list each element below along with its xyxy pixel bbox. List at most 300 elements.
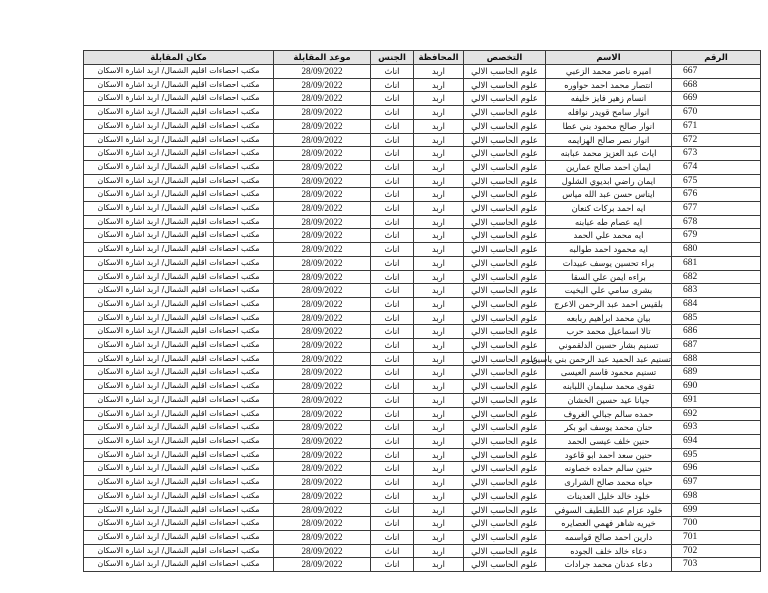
cell-name: جيانا عيد حسين الخشان: [546, 393, 672, 407]
cell-name: خلود عزام عبد اللطيف السوفي: [546, 503, 672, 517]
cell-interview-date: 28/09/2022: [274, 92, 371, 106]
cell-interview-date: 28/09/2022: [274, 558, 371, 572]
cell-interview-date: 28/09/2022: [274, 284, 371, 298]
cell-interview-location: مكتب احصاءات اقليم الشمال/ اربد اشارة الاسكان: [84, 202, 274, 216]
cell-interview-date: 28/09/2022: [274, 339, 371, 353]
cell-gender: اناث: [371, 160, 414, 174]
cell-specialization: علوم الحاسب الالي: [464, 174, 546, 188]
cell-interview-date: 28/09/2022: [274, 517, 371, 531]
cell-governorate: اربد: [414, 339, 464, 353]
cell-number: 686: [672, 325, 761, 339]
cell-interview-date: 28/09/2022: [274, 133, 371, 147]
cell-interview-date: 28/09/2022: [274, 544, 371, 558]
table-row: [84, 160, 761, 174]
cell-interview-location: مكتب احصاءات اقليم الشمال/ اربد اشارة الاسكان: [84, 352, 274, 366]
cell-name: ايه محمود احمد طوالبه: [546, 243, 672, 257]
cell-interview-date: 28/09/2022: [274, 147, 371, 161]
cell-interview-location: مكتب احصاءات اقليم الشمال/ اربد اشارة الاسكان: [84, 147, 274, 161]
cell-name: حياه محمد صالح الشرارى: [546, 476, 672, 490]
cell-interview-location: مكتب احصاءات اقليم الشمال/ اربد اشارة الاسكان: [84, 366, 274, 380]
cell-interview-location: مكتب احصاءات اقليم الشمال/ اربد اشارة الاسكان: [84, 476, 274, 490]
cell-interview-date: 28/09/2022: [274, 78, 371, 92]
cell-number: 690: [672, 380, 761, 394]
cell-number: 675: [672, 174, 761, 188]
cell-number: 699: [672, 503, 761, 517]
table-row: [84, 174, 761, 188]
cell-specialization: علوم الحاسب الالي: [464, 106, 546, 120]
cell-governorate: اربد: [414, 243, 464, 257]
cell-governorate: اربد: [414, 284, 464, 298]
cell-gender: اناث: [371, 380, 414, 394]
table-row: [84, 325, 761, 339]
cell-interview-date: 28/09/2022: [274, 256, 371, 270]
cell-gender: اناث: [371, 78, 414, 92]
cell-gender: اناث: [371, 270, 414, 284]
cell-governorate: اربد: [414, 407, 464, 421]
cell-specialization: علوم الحاسب الالي: [464, 256, 546, 270]
table-row: [84, 297, 761, 311]
cell-gender: اناث: [371, 434, 414, 448]
header-cell-specialization: التخصص: [464, 51, 546, 65]
cell-gender: اناث: [371, 119, 414, 133]
cell-number: 673: [672, 147, 761, 161]
cell-specialization: علوم الحاسب الالي: [464, 160, 546, 174]
cell-name: خلود خالد خليل العدينات: [546, 489, 672, 503]
cell-governorate: اربد: [414, 489, 464, 503]
cell-specialization: علوم الحاسب الالي: [464, 270, 546, 284]
cell-specialization: علوم الحاسب الالي: [464, 448, 546, 462]
cell-specialization: علوم الحاسب الالي: [464, 544, 546, 558]
cell-name: حمده سالم جبالي الغروف: [546, 407, 672, 421]
table-row: [84, 517, 761, 531]
cell-specialization: علوم الحاسب الالي: [464, 284, 546, 298]
table-row: [84, 462, 761, 476]
table-row: [84, 421, 761, 435]
cell-interview-date: 28/09/2022: [274, 421, 371, 435]
cell-number: 698: [672, 489, 761, 503]
cell-gender: اناث: [371, 92, 414, 106]
cell-governorate: اربد: [414, 311, 464, 325]
cell-specialization: علوم الحاسب الالي: [464, 352, 546, 366]
cell-number: 685: [672, 311, 761, 325]
cell-interview-location: مكتب احصاءات اقليم الشمال/ اربد اشارة الاسكان: [84, 270, 274, 284]
cell-name: ايه عصام طه عبابنه: [546, 215, 672, 229]
cell-interview-date: 28/09/2022: [274, 202, 371, 216]
cell-number: 676: [672, 188, 761, 202]
cell-number: 668: [672, 78, 761, 92]
cell-specialization: علوم الحاسب الالي: [464, 434, 546, 448]
cell-specialization: علوم الحاسب الالي: [464, 421, 546, 435]
cell-name: حنان محمد يوسف ابو بكر: [546, 421, 672, 435]
cell-specialization: علوم الحاسب الالي: [464, 476, 546, 490]
cell-governorate: اربد: [414, 92, 464, 106]
cell-number: 674: [672, 160, 761, 174]
cell-interview-location: مكتب احصاءات اقليم الشمال/ اربد اشارة الاسكان: [84, 256, 274, 270]
cell-number: 670: [672, 106, 761, 120]
cell-number: 700: [672, 517, 761, 531]
cell-specialization: علوم الحاسب الالي: [464, 530, 546, 544]
table-row: [84, 215, 761, 229]
table-row: [84, 434, 761, 448]
cell-governorate: اربد: [414, 270, 464, 284]
cell-specialization: علوم الحاسب الالي: [464, 202, 546, 216]
cell-interview-date: 28/09/2022: [274, 243, 371, 257]
header-cell-name: الاسم: [546, 51, 672, 65]
cell-interview-location: مكتب احصاءات اقليم الشمال/ اربد اشارة الاسكان: [84, 421, 274, 435]
table-row: [84, 366, 761, 380]
cell-interview-location: مكتب احصاءات اقليم الشمال/ اربد اشارة الاسكان: [84, 339, 274, 353]
cell-governorate: اربد: [414, 366, 464, 380]
cell-name: تسنيم محمود قاسم العيسى: [546, 366, 672, 380]
cell-interview-location: مكتب احصاءات اقليم الشمال/ اربد اشارة الاسكان: [84, 462, 274, 476]
cell-interview-location: مكتب احصاءات اقليم الشمال/ اربد اشارة الاسكان: [84, 78, 274, 92]
table-row: [84, 92, 761, 106]
cell-name: دعاء خالد خلف الجوده: [546, 544, 672, 558]
table-row: [84, 503, 761, 517]
cell-gender: اناث: [371, 448, 414, 462]
cell-interview-location: مكتب احصاءات اقليم الشمال/ اربد اشارة الاسكان: [84, 393, 274, 407]
cell-gender: اناث: [371, 339, 414, 353]
cell-interview-location: مكتب احصاءات اقليم الشمال/ اربد اشارة الاسكان: [84, 119, 274, 133]
cell-interview-location: مكتب احصاءات اقليم الشمال/ اربد اشارة الاسكان: [84, 544, 274, 558]
table-row: [84, 380, 761, 394]
cell-governorate: اربد: [414, 517, 464, 531]
cell-interview-location: مكتب احصاءات اقليم الشمال/ اربد اشارة الاسكان: [84, 229, 274, 243]
cell-gender: اناث: [371, 489, 414, 503]
cell-interview-date: 28/09/2022: [274, 311, 371, 325]
table-row: [84, 284, 761, 298]
cell-specialization: علوم الحاسب الالي: [464, 229, 546, 243]
table-row: [84, 147, 761, 161]
header-cell-interview-date: موعد المقابلة: [274, 51, 371, 65]
table-row: [84, 243, 761, 257]
results-table: [83, 50, 761, 572]
cell-specialization: علوم الحاسب الالي: [464, 311, 546, 325]
cell-governorate: اربد: [414, 147, 464, 161]
cell-interview-date: 28/09/2022: [274, 174, 371, 188]
cell-interview-date: 28/09/2022: [274, 530, 371, 544]
cell-number: 696: [672, 462, 761, 476]
cell-gender: اناث: [371, 229, 414, 243]
cell-number: 701: [672, 530, 761, 544]
cell-interview-date: 28/09/2022: [274, 229, 371, 243]
cell-number: 697: [672, 476, 761, 490]
cell-specialization: علوم الحاسب الالي: [464, 78, 546, 92]
cell-governorate: اربد: [414, 160, 464, 174]
cell-name: ايات عبد العزيز محمد عبابنه: [546, 147, 672, 161]
cell-governorate: اربد: [414, 188, 464, 202]
cell-gender: اناث: [371, 462, 414, 476]
cell-specialization: علوم الحاسب الالي: [464, 243, 546, 257]
table-row: [84, 270, 761, 284]
cell-gender: اناث: [371, 311, 414, 325]
cell-interview-location: مكتب احصاءات اقليم الشمال/ اربد اشارة الاسكان: [84, 92, 274, 106]
cell-interview-location: مكتب احصاءات اقليم الشمال/ اربد اشارة الاسكان: [84, 558, 274, 572]
cell-name: انوار سامح قويدر نوافله: [546, 106, 672, 120]
table-row: [84, 229, 761, 243]
cell-interview-date: 28/09/2022: [274, 393, 371, 407]
cell-specialization: علوم الحاسب الالي: [464, 517, 546, 531]
table-row: [84, 352, 761, 366]
cell-governorate: اربد: [414, 78, 464, 92]
cell-name: دارين احمد صالح قواسمه: [546, 530, 672, 544]
table-row: [84, 188, 761, 202]
cell-governorate: اربد: [414, 65, 464, 79]
cell-interview-date: 28/09/2022: [274, 352, 371, 366]
cell-number: 678: [672, 215, 761, 229]
table-row: [84, 78, 761, 92]
cell-specialization: علوم الحاسب الالي: [464, 297, 546, 311]
cell-number: 677: [672, 202, 761, 216]
cell-number: 667: [672, 65, 761, 79]
cell-number: 702: [672, 544, 761, 558]
cell-governorate: اربد: [414, 174, 464, 188]
header-cell-number: الرقم: [672, 51, 761, 65]
cell-interview-location: مكتب احصاءات اقليم الشمال/ اربد اشارة الاسكان: [84, 65, 274, 79]
cell-interview-date: 28/09/2022: [274, 448, 371, 462]
header-cell-interview-location: مكان المقابلة: [84, 51, 274, 65]
cell-gender: اناث: [371, 366, 414, 380]
cell-name: حنين سعد احمد ابو قاعود: [546, 448, 672, 462]
cell-name: انوار نصر صالح الهزايمه: [546, 133, 672, 147]
cell-specialization: علوم الحاسب الالي: [464, 188, 546, 202]
cell-gender: اناث: [371, 106, 414, 120]
cell-interview-location: مكتب احصاءات اقليم الشمال/ اربد اشارة الاسكان: [84, 311, 274, 325]
cell-gender: اناث: [371, 202, 414, 216]
cell-governorate: اربد: [414, 229, 464, 243]
cell-number: 672: [672, 133, 761, 147]
cell-interview-date: 28/09/2022: [274, 503, 371, 517]
cell-governorate: اربد: [414, 503, 464, 517]
table-row: [84, 311, 761, 325]
cell-specialization: علوم الحاسب الالي: [464, 380, 546, 394]
table-row: [84, 407, 761, 421]
table-body: [84, 65, 761, 572]
cell-interview-date: 28/09/2022: [274, 407, 371, 421]
cell-interview-location: مكتب احصاءات اقليم الشمال/ اربد اشارة الاسكان: [84, 380, 274, 394]
cell-interview-date: 28/09/2022: [274, 462, 371, 476]
cell-gender: اناث: [371, 558, 414, 572]
cell-specialization: علوم الحاسب الالي: [464, 366, 546, 380]
cell-interview-location: مكتب احصاءات اقليم الشمال/ اربد اشارة الاسكان: [84, 174, 274, 188]
cell-interview-location: مكتب احصاءات اقليم الشمال/ اربد اشارة الاسكان: [84, 325, 274, 339]
cell-number: 669: [672, 92, 761, 106]
table-row: [84, 530, 761, 544]
cell-specialization: علوم الحاسب الالي: [464, 215, 546, 229]
cell-gender: اناث: [371, 517, 414, 531]
cell-specialization: علوم الحاسب الالي: [464, 119, 546, 133]
cell-specialization: علوم الحاسب الالي: [464, 393, 546, 407]
cell-name: حنين خلف عيسى الحمد: [546, 434, 672, 448]
cell-specialization: علوم الحاسب الالي: [464, 65, 546, 79]
cell-name: ايمان احمد صالح عمارين: [546, 160, 672, 174]
cell-gender: اناث: [371, 297, 414, 311]
cell-governorate: اربد: [414, 202, 464, 216]
header-cell-governorate: المحافظة: [414, 51, 464, 65]
cell-name: انوار صالح محمود بني عطا: [546, 119, 672, 133]
cell-specialization: علوم الحاسب الالي: [464, 558, 546, 572]
cell-name: انسام زهير فايز خليفه: [546, 92, 672, 106]
cell-gender: اناث: [371, 352, 414, 366]
cell-governorate: اربد: [414, 558, 464, 572]
table-row: [84, 256, 761, 270]
cell-number: 703: [672, 558, 761, 572]
cell-governorate: اربد: [414, 393, 464, 407]
cell-number: 679: [672, 229, 761, 243]
table-row: [84, 448, 761, 462]
cell-number: 691: [672, 393, 761, 407]
cell-governorate: اربد: [414, 448, 464, 462]
cell-interview-date: 28/09/2022: [274, 297, 371, 311]
cell-name: تسنيم بشار حسين الدلقموني: [546, 339, 672, 353]
cell-name: دعاء عدنان محمد جرادات: [546, 558, 672, 572]
cell-number: 681: [672, 256, 761, 270]
cell-governorate: اربد: [414, 530, 464, 544]
cell-interview-date: 28/09/2022: [274, 434, 371, 448]
cell-interview-date: 28/09/2022: [274, 160, 371, 174]
cell-gender: اناث: [371, 133, 414, 147]
cell-gender: اناث: [371, 544, 414, 558]
table-row: [84, 339, 761, 353]
cell-number: 688: [672, 352, 761, 366]
cell-gender: اناث: [371, 65, 414, 79]
cell-gender: اناث: [371, 174, 414, 188]
cell-gender: اناث: [371, 188, 414, 202]
cell-name: ايه احمد بركات كنعان: [546, 202, 672, 216]
cell-interview-date: 28/09/2022: [274, 270, 371, 284]
cell-name: انتصار محمد احمد حواوره: [546, 78, 672, 92]
cell-interview-date: 28/09/2022: [274, 325, 371, 339]
cell-interview-date: 28/09/2022: [274, 215, 371, 229]
cell-name: بيان محمد ابراهيم ربابعه: [546, 311, 672, 325]
table-row: [84, 544, 761, 558]
cell-interview-location: مكتب احصاءات اقليم الشمال/ اربد اشارة الاسكان: [84, 188, 274, 202]
cell-governorate: اربد: [414, 380, 464, 394]
cell-gender: اناث: [371, 421, 414, 435]
cell-interview-date: 28/09/2022: [274, 65, 371, 79]
cell-specialization: علوم الحاسب الالي: [464, 133, 546, 147]
cell-interview-date: 28/09/2022: [274, 380, 371, 394]
interview-schedule-sheet: [83, 50, 760, 572]
cell-specialization: علوم الحاسب الالي: [464, 92, 546, 106]
cell-interview-location: مكتب احصاءات اقليم الشمال/ اربد اشارة الاسكان: [84, 215, 274, 229]
cell-interview-date: 28/09/2022: [274, 489, 371, 503]
cell-name: بشرى سامي علي البخيت: [546, 284, 672, 298]
cell-interview-location: مكتب احصاءات اقليم الشمال/ اربد اشارة الاسكان: [84, 489, 274, 503]
cell-interview-date: 28/09/2022: [274, 106, 371, 120]
cell-gender: اناث: [371, 407, 414, 421]
cell-governorate: اربد: [414, 133, 464, 147]
cell-interview-location: مكتب احصاءات اقليم الشمال/ اربد اشارة الاسكان: [84, 530, 274, 544]
table-row: [84, 65, 761, 79]
cell-number: 684: [672, 297, 761, 311]
cell-interview-location: مكتب احصاءات اقليم الشمال/ اربد اشارة الاسكان: [84, 434, 274, 448]
cell-gender: اناث: [371, 530, 414, 544]
cell-gender: اناث: [371, 503, 414, 517]
table-row: [84, 476, 761, 490]
table-row: [84, 133, 761, 147]
cell-gender: اناث: [371, 256, 414, 270]
table-row: [84, 393, 761, 407]
table-row: [84, 558, 761, 572]
cell-interview-location: مكتب احصاءات اقليم الشمال/ اربد اشارة الاسكان: [84, 503, 274, 517]
cell-governorate: اربد: [414, 421, 464, 435]
cell-interview-location: مكتب احصاءات اقليم الشمال/ اربد اشارة الاسكان: [84, 160, 274, 174]
table-row: [84, 106, 761, 120]
cell-number: 682: [672, 270, 761, 284]
cell-interview-date: 28/09/2022: [274, 119, 371, 133]
cell-interview-location: مكتب احصاءات اقليم الشمال/ اربد اشارة الاسكان: [84, 407, 274, 421]
cell-number: 692: [672, 407, 761, 421]
cell-gender: اناث: [371, 476, 414, 490]
cell-name: حنين سالم حماده خصاونه: [546, 462, 672, 476]
cell-governorate: اربد: [414, 352, 464, 366]
cell-name: بلقيس احمد عبد الرحمن الاعرج: [546, 297, 672, 311]
table-row: [84, 119, 761, 133]
cell-gender: اناث: [371, 215, 414, 229]
cell-number: 671: [672, 119, 761, 133]
cell-governorate: اربد: [414, 325, 464, 339]
cell-name: تقوى محمد سليمان اللبابنه: [546, 380, 672, 394]
cell-gender: اناث: [371, 243, 414, 257]
cell-specialization: علوم الحاسب الالي: [464, 407, 546, 421]
cell-governorate: اربد: [414, 544, 464, 558]
cell-number: 687: [672, 339, 761, 353]
cell-interview-location: مكتب احصاءات اقليم الشمال/ اربد اشارة الاسكان: [84, 297, 274, 311]
cell-interview-location: مكتب احصاءات اقليم الشمال/ اربد اشارة الاسكان: [84, 448, 274, 462]
cell-name: براءه ايمن علي السقا: [546, 270, 672, 284]
cell-governorate: اربد: [414, 476, 464, 490]
cell-name: ايناس حسن عبد الله مياس: [546, 188, 672, 202]
table-row: [84, 489, 761, 503]
cell-gender: اناث: [371, 393, 414, 407]
cell-specialization: علوم الحاسب الالي: [464, 503, 546, 517]
cell-specialization: علوم الحاسب الالي: [464, 147, 546, 161]
cell-interview-location: مكتب احصاءات اقليم الشمال/ اربد اشارة الاسكان: [84, 243, 274, 257]
cell-name: اميره ناصر محمد الزعبي: [546, 65, 672, 79]
cell-governorate: اربد: [414, 462, 464, 476]
cell-gender: اناث: [371, 325, 414, 339]
cell-interview-location: مكتب احصاءات اقليم الشمال/ اربد اشارة الاسكان: [84, 133, 274, 147]
cell-interview-location: مكتب احصاءات اقليم الشمال/ اربد اشارة الاسكان: [84, 517, 274, 531]
cell-name: ايمان راضي ابديوي الشلول: [546, 174, 672, 188]
cell-governorate: اربد: [414, 106, 464, 120]
header-cell-gender: الجنس: [371, 51, 414, 65]
cell-interview-date: 28/09/2022: [274, 476, 371, 490]
cell-governorate: اربد: [414, 434, 464, 448]
cell-number: 695: [672, 448, 761, 462]
cell-governorate: اربد: [414, 215, 464, 229]
cell-governorate: اربد: [414, 256, 464, 270]
cell-name: براء تحسين يوسف عبيدات: [546, 256, 672, 270]
cell-specialization: علوم الحاسب الالي: [464, 339, 546, 353]
cell-governorate: اربد: [414, 119, 464, 133]
cell-number: 680: [672, 243, 761, 257]
cell-number: 689: [672, 366, 761, 380]
header-row: [84, 51, 761, 65]
cell-specialization: علوم الحاسب الالي: [464, 489, 546, 503]
cell-specialization: علوم الحاسب الالي: [464, 325, 546, 339]
cell-number: 683: [672, 284, 761, 298]
cell-governorate: اربد: [414, 297, 464, 311]
cell-name: تسنيم عبد الحميد عبد الرحمن بني ياسين: [546, 352, 672, 366]
cell-interview-location: مكتب احصاءات اقليم الشمال/ اربد اشارة الاسكان: [84, 284, 274, 298]
cell-specialization: علوم الحاسب الالي: [464, 462, 546, 476]
cell-number: 694: [672, 434, 761, 448]
cell-number: 693: [672, 421, 761, 435]
cell-name: خيريه شاهر فهمي العصايره: [546, 517, 672, 531]
cell-name: ايه محمد علي الحمد: [546, 229, 672, 243]
